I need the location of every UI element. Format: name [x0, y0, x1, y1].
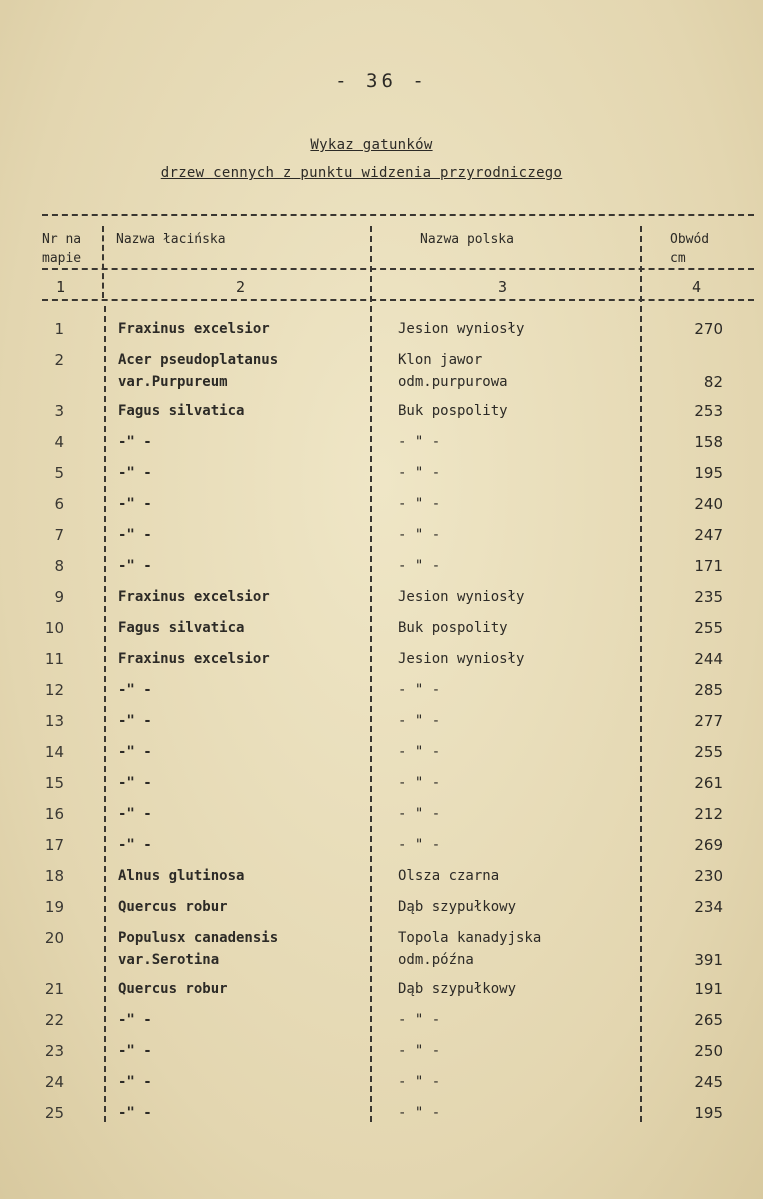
polish-name: - " - [398, 682, 441, 698]
circumference-value: 230 [694, 867, 723, 885]
table-row [0, 1071, 763, 1102]
table-row [0, 803, 763, 834]
polish-name: - " - [398, 775, 441, 791]
table-row [0, 493, 763, 524]
polish-name: Dąb szypułkowy [398, 899, 517, 915]
row-number: 20 [44, 929, 64, 947]
row-number: 3 [54, 402, 64, 420]
circumference-value: 158 [694, 433, 723, 451]
column-number-4: 4 [692, 278, 702, 296]
table-row [0, 834, 763, 865]
polish-name: - " - [398, 744, 441, 760]
latin-name: -" - [118, 1012, 152, 1028]
polish-name: - " - [398, 806, 441, 822]
table-row [0, 741, 763, 772]
latin-name: Alnus glutinosa [118, 868, 245, 884]
table-row [0, 318, 763, 349]
table-row [0, 1102, 763, 1133]
polish-name: - " - [398, 527, 441, 543]
row-number: 15 [44, 774, 64, 792]
latin-name: -" - [118, 558, 152, 574]
column-number-1: 1 [56, 278, 66, 296]
circumference-value: 277 [694, 712, 723, 730]
column-number-3: 3 [498, 278, 508, 296]
circumference-value: 235 [694, 588, 723, 606]
row-number: 5 [54, 464, 64, 482]
polish-name: Jesion wyniosły [398, 651, 525, 667]
circumference-value: 191 [694, 980, 723, 998]
latin-name: Fagus silvatica [118, 620, 245, 636]
page-number: - 36 - [335, 70, 428, 92]
circumference-value: 269 [694, 836, 723, 854]
row-number: 12 [44, 681, 64, 699]
header-divider-rule [42, 268, 754, 270]
row-number: 9 [54, 588, 64, 606]
polish-name: Jesion wyniosły [398, 589, 525, 605]
polish-name: - " - [398, 1043, 441, 1059]
table-row [0, 1009, 763, 1040]
latin-name: -" - [118, 1043, 152, 1059]
table-row [0, 555, 763, 586]
latin-name: -" - [118, 713, 152, 729]
row-number: 21 [44, 980, 64, 998]
row-number: 2 [54, 351, 64, 369]
circumference-value: 245 [694, 1073, 723, 1091]
polish-name: Topola kanadyjska odm.późna [398, 930, 542, 968]
header-polish-name: Nazwa polska [420, 232, 514, 247]
circumference-value: 240 [694, 495, 723, 513]
circumference-value: 234 [694, 898, 723, 916]
circumference-value: 255 [694, 743, 723, 761]
row-number: 4 [54, 433, 64, 451]
latin-name: -" - [118, 527, 152, 543]
polish-name: - " - [398, 1074, 441, 1090]
table-row [0, 349, 763, 391]
latin-name: Fraxinus excelsior [118, 321, 270, 337]
polish-name: Klon jawor odm.purpurowa [398, 352, 508, 390]
table-row [0, 927, 763, 969]
polish-name: Buk pospolity [398, 403, 508, 419]
row-number: 24 [44, 1073, 64, 1091]
latin-name: Fagus silvatica [118, 403, 245, 419]
latin-name: Fraxinus excelsior [118, 589, 270, 605]
circumference-value: 195 [694, 464, 723, 482]
circumference-value: 212 [694, 805, 723, 823]
circumference-value: 171 [694, 557, 723, 575]
table-top-rule [42, 214, 754, 216]
column-number-2: 2 [236, 278, 246, 296]
latin-name: -" - [118, 775, 152, 791]
circumference-value: 247 [694, 526, 723, 544]
polish-name: - " - [398, 434, 441, 450]
table-row [0, 524, 763, 555]
row-number: 6 [54, 495, 64, 513]
header-nr: Nr na mapie [42, 232, 82, 266]
latin-name: -" - [118, 434, 152, 450]
row-number: 8 [54, 557, 64, 575]
latin-name: -" - [118, 806, 152, 822]
table-row [0, 617, 763, 648]
row-number: 10 [44, 619, 64, 637]
row-number: 13 [44, 712, 64, 730]
polish-name: - " - [398, 465, 441, 481]
circumference-value: 82 [703, 373, 723, 391]
circumference-value: 265 [694, 1011, 723, 1029]
latin-name: -" - [118, 1105, 152, 1121]
latin-name: Quercus robur [118, 981, 228, 997]
row-number: 7 [54, 526, 64, 544]
table-row [0, 1040, 763, 1071]
row-number: 18 [44, 867, 64, 885]
header-latin-name: Nazwa łacińska [116, 232, 226, 247]
table-row [0, 586, 763, 617]
row-number: 19 [44, 898, 64, 916]
circumference-value: 391 [694, 951, 723, 969]
polish-name: - " - [398, 837, 441, 853]
latin-name: -" - [118, 744, 152, 760]
header-circumference: Obwód cm [670, 232, 710, 266]
circumference-value: 244 [694, 650, 723, 668]
column-separator-1 [102, 226, 104, 298]
polish-name: - " - [398, 713, 441, 729]
polish-name: - " - [398, 558, 441, 574]
circumference-value: 250 [694, 1042, 723, 1060]
table-row [0, 865, 763, 896]
table-row [0, 896, 763, 927]
latin-name: -" - [118, 682, 152, 698]
polish-name: Jesion wyniosły [398, 321, 525, 337]
table-row [0, 462, 763, 493]
circumference-value: 270 [694, 320, 723, 338]
latin-name: Quercus robur [118, 899, 228, 915]
row-number: 25 [44, 1104, 64, 1122]
column-number-rule [42, 299, 754, 301]
row-number: 16 [44, 805, 64, 823]
polish-name: Olsza czarna [398, 868, 500, 884]
table-row [0, 679, 763, 710]
circumference-value: 195 [694, 1104, 723, 1122]
table-row [0, 978, 763, 1009]
table-row [0, 710, 763, 741]
document-title: Wykaz gatunków [310, 137, 433, 153]
row-number: 1 [54, 320, 64, 338]
row-number: 14 [44, 743, 64, 761]
latin-name: Fraxinus excelsior [118, 651, 270, 667]
latin-name: Acer pseudoplatanus var.Purpureum [118, 352, 279, 390]
circumference-value: 255 [694, 619, 723, 637]
table-row [0, 772, 763, 803]
row-number: 23 [44, 1042, 64, 1060]
circumference-value: 261 [694, 774, 723, 792]
polish-name: - " - [398, 1012, 441, 1028]
polish-name: Buk pospolity [398, 620, 508, 636]
circumference-value: 253 [694, 402, 723, 420]
table-row [0, 400, 763, 431]
latin-name: -" - [118, 837, 152, 853]
latin-name: -" - [118, 465, 152, 481]
polish-name: - " - [398, 1105, 441, 1121]
document-subtitle: drzew cennych z punktu widzenia przyrodniczego [160, 165, 563, 181]
latin-name: -" - [118, 1074, 152, 1090]
row-number: 22 [44, 1011, 64, 1029]
row-number: 11 [44, 650, 64, 668]
latin-name: Populusx canadensis var.Serotina [118, 930, 279, 968]
latin-name: -" - [118, 496, 152, 512]
polish-name: Dąb szypułkowy [398, 981, 517, 997]
row-number: 17 [44, 836, 64, 854]
table-row [0, 431, 763, 462]
table-row [0, 648, 763, 679]
polish-name: - " - [398, 496, 441, 512]
circumference-value: 285 [694, 681, 723, 699]
